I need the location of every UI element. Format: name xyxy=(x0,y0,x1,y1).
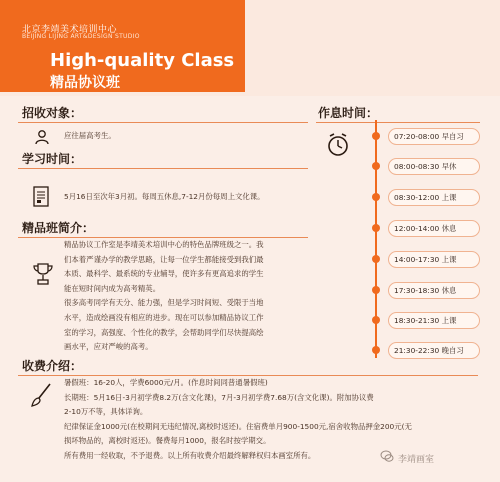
document-icon xyxy=(32,186,52,208)
intro-line: 画水平，应对严峻的高考。 xyxy=(64,342,153,352)
timeline-dot xyxy=(372,132,380,140)
section-title-intro: 精品班简介： xyxy=(22,221,95,235)
intro-line: 室的学习，高强度、个性化的教学，会帮助同学们尽快提高绘 xyxy=(64,327,264,337)
clock-icon xyxy=(326,132,350,158)
timeline-dot xyxy=(372,224,380,232)
timeline-dot xyxy=(372,346,380,354)
intro-line: 很多高考同学有天分、能力强，但是学习时间短、受限于当地 xyxy=(64,298,264,308)
fee-line: 2-10万不等，具体详询。 xyxy=(64,407,148,417)
watermark: 李靖画室 xyxy=(398,455,435,465)
fee-line: 暑假班：16-20人，学费6000元/月。(作息时间同普通暑假班) xyxy=(64,378,268,387)
page-title-en: High-quality Class xyxy=(50,50,235,71)
fees-text xyxy=(64,376,412,464)
fee-line: 损坏物品的，离校时返还)。餐费每月1000，报名时按学期交。 xyxy=(64,436,271,446)
person-icon xyxy=(34,129,50,145)
fee-line: 长期班：5月16日-3月初学费8.2万(含文化课)，7月-3月初学费7.68万(含文化课)。附加协议费 xyxy=(64,392,374,402)
section-title-fees: 收费介绍： xyxy=(22,359,83,373)
fee-line: 所有费用一经收取，不予退费。以上所有收费介绍最终解释权归本画室所有。 xyxy=(64,450,316,460)
brush-icon xyxy=(30,382,54,408)
intro-line: 精品协议工作室是李靖美术培训中心的特色品牌班级之一。我 xyxy=(64,240,264,249)
school-name-en: BEIJING LIJING ART&DESIGN STUDIO xyxy=(22,33,140,40)
section-title-schedule: 作息时间： xyxy=(318,106,379,120)
intro-line: 水平，造成绘画没有相应的进步。现在可以参加精品协议工作 xyxy=(64,312,264,322)
divider xyxy=(18,168,308,169)
page-title-cn: 精品协议班 xyxy=(50,75,120,91)
timeline-dot xyxy=(372,193,380,201)
section-title-time: 学习时间： xyxy=(22,152,83,166)
trophy-icon xyxy=(32,262,54,286)
intro-text xyxy=(64,238,264,355)
timeline-dot xyxy=(372,316,380,324)
intro-line: 们本着严谨办学的教学思路，让每一位学生都能接受到我们最 xyxy=(64,254,264,264)
timeline-dot xyxy=(372,162,380,170)
schedule-item: 08:00-08:30 早休 xyxy=(388,158,480,175)
intro-line: 本质、最科学、最系统的专业辅导，使许多有更高追求的学生 xyxy=(64,269,264,279)
divider xyxy=(18,122,308,123)
schedule-item: 08:30-12:00 上课 xyxy=(388,189,480,206)
divider xyxy=(316,122,480,123)
school-name-cn: 北京李靖美术培训中心 xyxy=(22,25,118,35)
schedule-item: 18:30-21:30 上课 xyxy=(388,312,480,329)
header-banner xyxy=(0,0,245,92)
section-title-target: 招收对象： xyxy=(22,106,83,120)
schedule-item: 17:30-18:30 休息 xyxy=(388,282,480,299)
wechat-logo-icon xyxy=(380,449,394,463)
schedule-item: 12:00-14:00 休息 xyxy=(388,220,480,237)
intro-line: 能在短时间内成为高考精英。 xyxy=(64,283,161,293)
schedule-item: 14:00-17:30 上课 xyxy=(388,251,480,268)
schedule-item: 07:20-08:00 早自习 xyxy=(388,128,480,145)
target-text: 应往届高考生。 xyxy=(64,131,116,140)
study-time-text: 5月16日至次年3月初。每周五休息,7-12月份每周上文化课。 xyxy=(64,192,265,201)
fee-line: 纪律保证金1000元(在校期间无违纪情况,离校时返还)。住宿费单月900-1500元,宿舍收物品押金200元(无 xyxy=(64,421,412,431)
timeline-dot xyxy=(372,255,380,263)
schedule-item: 21:30-22:30 晚自习 xyxy=(388,342,480,359)
timeline-dot xyxy=(372,286,380,294)
